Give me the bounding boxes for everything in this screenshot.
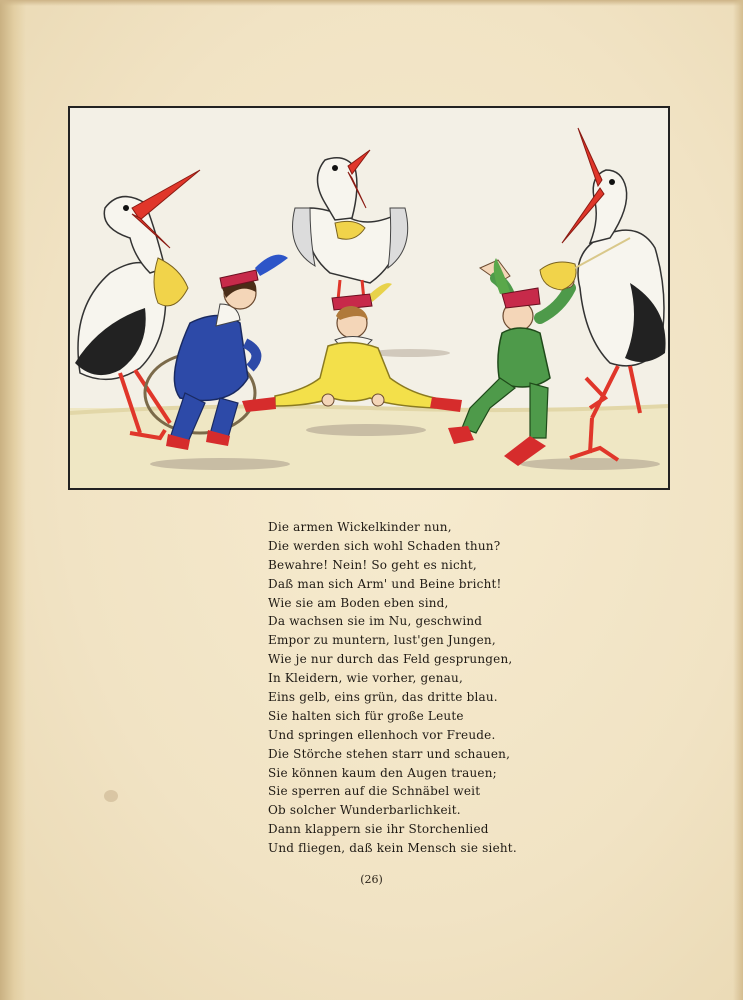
poem-line: Und fliegen, daß kein Mensch sie sieht. <box>268 841 517 856</box>
page-number: (26) <box>360 873 383 886</box>
poem-line: Die armen Wickelkinder nun, <box>268 520 452 534</box>
paper-stain <box>104 790 118 802</box>
page-top-edge <box>0 0 743 6</box>
poem-line: Dann klappern sie ihr Storchenlied <box>268 822 489 837</box>
poem-line: Eins gelb, eins grün, das dritte blau. <box>268 690 498 705</box>
poem-line: Wie je nur durch das Feld gesprungen, <box>268 652 513 667</box>
poem-line: Die werden sich wohl Schaden thun? <box>268 538 501 553</box>
binding-shadow <box>0 0 26 1000</box>
poem-line: Ob solcher Wunderbarlichkeit. <box>268 803 461 818</box>
poem-text <box>268 518 568 858</box>
storks-and-children-illustration <box>68 106 670 490</box>
poem-line: Die Störche stehen starr und schauen, <box>268 746 511 761</box>
poem-line: Empor zu muntern, lust'gen Jungen, <box>268 633 496 648</box>
page-right-edge <box>733 0 743 1000</box>
poem-line: Daß man sich Arm' und Beine bricht! <box>268 576 502 591</box>
poem-line: Da wachsen sie im Nu, geschwind <box>268 614 483 629</box>
poem-line: In Kleidern, wie vorher, genau, <box>268 671 463 686</box>
poem-line: Sie halten sich für große Leute <box>268 708 464 723</box>
poem-line: Bewahre! Nein! So geht es nicht, <box>268 557 477 572</box>
poem-line: Sie können kaum den Augen trauen; <box>268 765 497 780</box>
poem-line: Sie sperren auf die Schnäbel weit <box>268 784 481 799</box>
illustration-svg <box>70 108 668 488</box>
poem-line: Wie sie am Boden eben sind, <box>268 595 449 610</box>
poem-line: Und springen ellenhoch vor Freude. <box>268 727 496 742</box>
